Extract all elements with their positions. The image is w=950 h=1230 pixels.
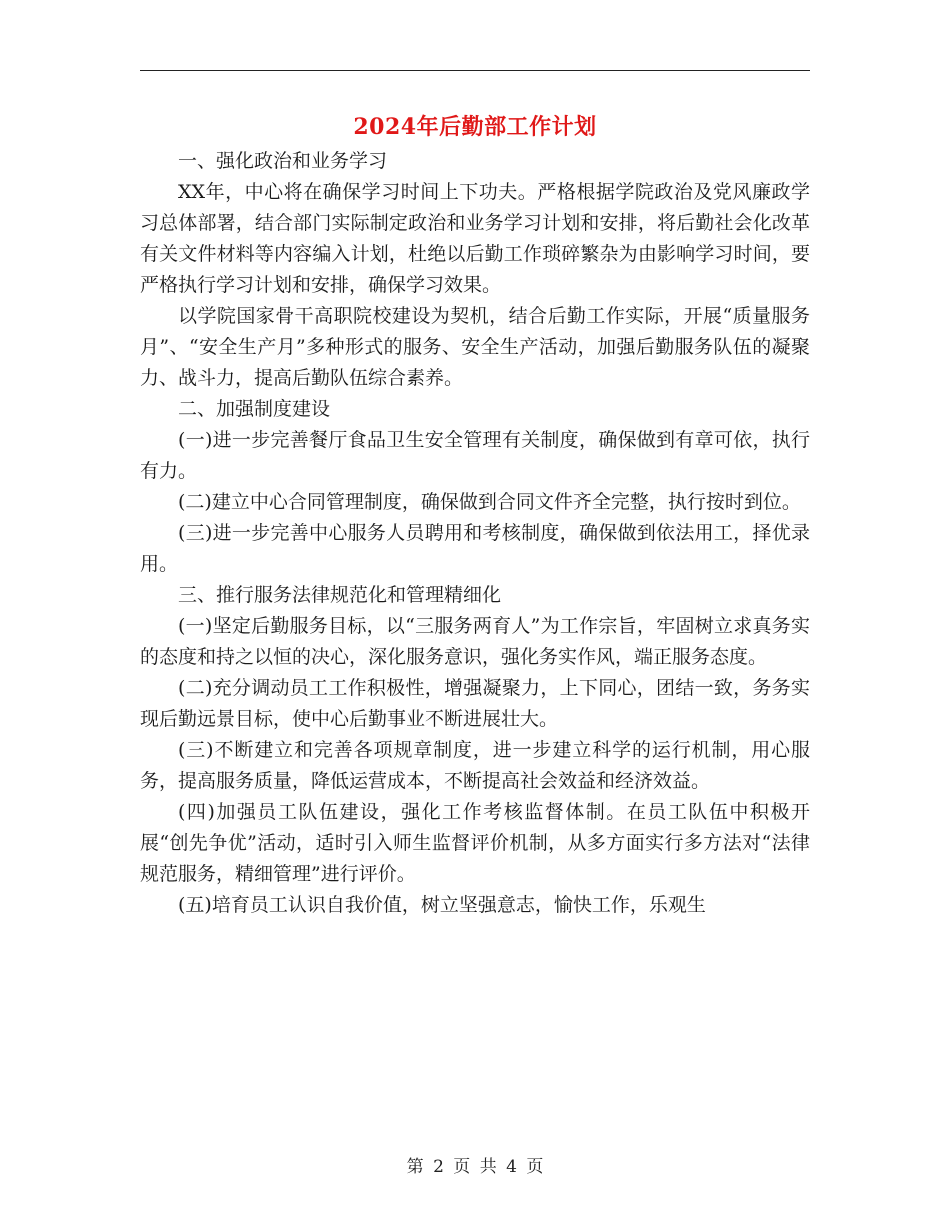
- paragraph: (一)坚定后勤服务目标，以“三服务两育人”为工作宗旨，牢固树立求真务实的态度和持之以恒的决心，深化服务意识，强化务实作风，端正服务态度。: [140, 615, 810, 668]
- section-heading-1: 一、强化政治和业务学习: [178, 150, 388, 172]
- section-heading-2: 二、加强制度建设: [178, 398, 331, 420]
- header-rule: [140, 70, 810, 71]
- paragraph: (二)建立中心合同管理制度，确保做到合同文件齐全完整，执行按时到位。: [178, 491, 801, 513]
- paragraph: (四)加强员工队伍建设，强化工作考核监督体制。在员工队伍中积极开展“创先争优”活动，适时引入师生监督评价机制，从多方面实行多方法对“法律规范服务，精细管理”进行评价。: [140, 801, 810, 885]
- paragraph: 以学院国家骨干高职院校建设为契机，结合后勤工作实际，开展“质量服务月”、“安全生产月”多种形式的服务、安全生产活动，加强后勤服务队伍的凝聚力、战斗力，提高后勤队伍综合素养。: [140, 305, 810, 389]
- document-body: [140, 108, 810, 921]
- document-title: 2024年后勤部工作计划: [353, 114, 597, 140]
- paragraph: (三)进一步完善中心服务人员聘用和考核制度，确保做到依法用工，择优录用。: [140, 522, 810, 575]
- page-number: 第 2 页 共 4 页: [406, 1157, 544, 1177]
- section-heading-3: 三、推行服务法律规范化和管理精细化: [178, 584, 502, 606]
- paragraph: (一)进一步完善餐厅食品卫生安全管理有关制度，确保做到有章可依，执行有力。: [140, 429, 810, 482]
- paragraph: XX年，中心将在确保学习时间上下功夫。严格根据学院政治及党风廉政学习总体部署，结合部门实际制定政治和业务学习计划和安排，将后勤社会化改革有关文件材料等内容编入计划，杜绝以后勤工作琐碎繁杂为由影响学习时间，要严格执行学习计划和安排，确保学习效果。: [140, 181, 810, 296]
- paragraph: (二)充分调动员工工作积极性，增强凝聚力，上下同心，团结一致，务务实现后勤远景目标，使中心后勤事业不断进展壮大。: [140, 677, 810, 730]
- paragraph: (三)不断建立和完善各项规章制度，进一步建立科学的运行机制，用心服务，提高服务质量，降低运营成本，不断提高社会效益和经济效益。: [140, 739, 810, 792]
- paragraph: (五)培育员工认识自我价值，树立坚强意志，愉快工作，乐观生: [178, 894, 706, 916]
